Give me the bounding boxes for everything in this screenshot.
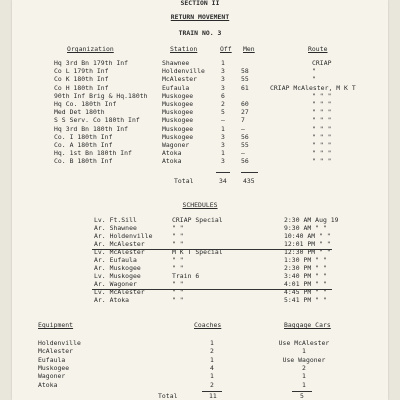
unit-organization: Co L 179th Inf xyxy=(54,67,109,76)
unit-organization: Co. B 180th Inf xyxy=(54,157,113,166)
unit-off: 3 xyxy=(221,141,225,149)
unit-station: Muskogee xyxy=(162,132,194,141)
unit-route: " xyxy=(312,67,316,76)
unit-route: CRIAP xyxy=(312,59,332,67)
unit-station: Holdenville xyxy=(162,67,205,76)
schedule-action: Lv. Muskogee xyxy=(94,272,141,280)
train-heading: TRAIN NO. 3 xyxy=(178,29,222,37)
schedule-note: M K T Special xyxy=(172,248,223,256)
unit-organization: Hq 3rd Bn 180th Inf xyxy=(54,124,129,133)
schedule-note: " " xyxy=(172,240,184,248)
schedule-note: Train 6 xyxy=(172,272,200,280)
schedule-action: Ar. Atoka xyxy=(94,296,130,304)
equipment-baggage: 1 xyxy=(302,347,306,356)
schedule-note: " " xyxy=(172,288,184,296)
schedule-time: 5:41 PM " " xyxy=(284,296,327,304)
equipment-coaches: 2 xyxy=(210,380,214,389)
unit-route: " " " xyxy=(312,124,332,133)
equipment-place: Holdenville xyxy=(38,339,81,347)
total-men: 435 xyxy=(243,177,255,185)
col-off: Off xyxy=(220,45,232,53)
equipment-coaches: 2 xyxy=(210,347,214,356)
unit-men: 56 xyxy=(241,132,249,141)
equipment-coaches: 4 xyxy=(210,363,214,372)
equipment-baggage: Use Wagoner xyxy=(282,355,326,364)
unit-route: " " " xyxy=(312,132,332,141)
equipment-coaches: 1 xyxy=(210,355,214,364)
equipment-place: Eufaula xyxy=(38,355,66,364)
schedule-time: 4:01 PM " " xyxy=(284,280,327,288)
unit-station: Shawnee xyxy=(162,59,190,67)
schedule-note: " " xyxy=(172,232,184,240)
unit-route: " xyxy=(312,75,316,84)
unit-route: " " " xyxy=(312,141,332,149)
unit-organization: Co H 180th Inf xyxy=(54,83,109,92)
equipment-baggage: 1 xyxy=(302,380,306,389)
unit-off: 5 xyxy=(221,108,225,117)
schedule-action: Ar. McAlester xyxy=(94,240,145,248)
unit-route: " " " xyxy=(312,108,332,117)
col-men: Men xyxy=(243,45,255,53)
equipment-total-baggage: 5 xyxy=(300,392,304,400)
equipment-baggage: 2 xyxy=(302,363,306,372)
unit-men: 58 xyxy=(241,67,249,76)
unit-off: 6 xyxy=(221,91,225,100)
schedule-note: " " xyxy=(172,224,184,232)
unit-off: 3 xyxy=(221,132,225,141)
unit-station: Atoka xyxy=(162,157,182,166)
schedule-time: 2:30 PM " " xyxy=(284,264,327,272)
schedule-time: 12:30 PM " " xyxy=(284,248,331,256)
schedule-time: 3:40 PM " " xyxy=(284,272,327,280)
section-heading: SECTION II xyxy=(180,0,220,7)
schedule-time: 9:30 AM " " xyxy=(284,224,327,232)
schedule-time: 12:01 PM " " xyxy=(284,240,331,248)
unit-organization: S S Serv. Co 180th Inf xyxy=(54,116,140,125)
unit-station: Wagoner xyxy=(162,141,190,149)
unit-off: – xyxy=(221,116,225,125)
equipment-place: Atoka xyxy=(38,380,58,389)
total-label: Total xyxy=(174,177,194,185)
movement-heading: RETURN MOVEMENT xyxy=(170,13,230,21)
coaches-heading: Coaches xyxy=(194,321,222,329)
schedule-action: Lv. Ft.Sill xyxy=(94,216,137,224)
unit-station: Muskogee xyxy=(162,116,194,125)
col-route: Route xyxy=(308,45,328,53)
schedule-note: CRIAP Special xyxy=(172,216,223,224)
equipment-coaches: 1 xyxy=(210,372,214,381)
men-total-rule xyxy=(241,172,258,173)
schedule-note: " " xyxy=(172,264,184,272)
schedule-action: Ar. Holdenville xyxy=(94,232,153,240)
unit-men: 60 xyxy=(241,100,249,108)
unit-route: " " " xyxy=(312,100,332,108)
unit-route: " " " xyxy=(312,116,332,125)
unit-route: " " " xyxy=(312,157,332,166)
equipment-baggage: Use McAlester xyxy=(278,339,330,347)
equipment-coaches: 1 xyxy=(210,339,214,347)
unit-off: 3 xyxy=(221,83,225,92)
unit-organization: Med Det 180th xyxy=(54,108,105,117)
unit-men: 27 xyxy=(241,108,249,117)
unit-station: Muskogee xyxy=(162,108,194,117)
unit-station: Muskogee xyxy=(162,91,194,100)
unit-men: 55 xyxy=(241,141,249,149)
schedule-action: Ar. Shawnee xyxy=(94,224,137,232)
document-page xyxy=(12,0,388,400)
unit-men: – xyxy=(241,124,245,133)
schedule-action: Ar. Wagoner xyxy=(94,280,137,288)
schedule-time: 2:30 AM Aug 19 xyxy=(284,216,339,224)
off-total-rule xyxy=(216,172,230,173)
unit-off: 2 xyxy=(221,100,225,108)
unit-men: 56 xyxy=(241,157,249,166)
unit-organization: Hq. 1st Bn 180th Inf xyxy=(54,149,132,158)
unit-off: 1 xyxy=(221,149,225,158)
schedule-action: Ar. Muskogee xyxy=(94,264,141,272)
unit-men: 55 xyxy=(241,75,249,84)
schedules-heading: SCHEDULES xyxy=(182,201,218,209)
unit-station: Muskogee xyxy=(162,124,194,133)
schedule-action: Ar. Eufaula xyxy=(94,256,137,264)
equipment-total-label: Total xyxy=(158,392,178,400)
col-station: Station xyxy=(170,45,198,53)
equipment-place: McAlester xyxy=(38,347,74,356)
unit-station: Eufaula xyxy=(162,83,190,92)
unit-off: 1 xyxy=(221,124,225,133)
equipment-place: Wagoner xyxy=(38,372,66,381)
unit-organization: Hq Co. 180th Inf xyxy=(54,100,117,108)
unit-organization: Co K 180th Inf xyxy=(54,75,109,84)
equipment-heading: Equipment xyxy=(38,321,74,329)
schedule-time: 10:40 AM " " xyxy=(284,232,331,240)
unit-men: 7 xyxy=(241,116,245,125)
unit-route: " " " xyxy=(312,149,332,158)
total-off: 34 xyxy=(219,177,227,185)
unit-organization: Hq 3rd Bn 179th Inf xyxy=(54,59,129,67)
unit-off: 3 xyxy=(221,67,225,76)
unit-station: McAlester xyxy=(162,75,198,84)
schedule-time: 1:30 PM " " xyxy=(284,256,327,264)
unit-organization: Co. I 180th Inf xyxy=(54,132,113,141)
schedule-note: " " xyxy=(172,256,184,264)
col-organization: Organization xyxy=(67,45,114,53)
unit-organization: Co. A 180th Inf xyxy=(54,141,113,149)
equipment-place: Muskogee xyxy=(38,363,70,372)
unit-station: Muskogee xyxy=(162,100,194,108)
equipment-baggage: 1 xyxy=(302,372,306,381)
baggage-heading: Baggage Cars xyxy=(284,321,331,329)
schedule-note: " " xyxy=(172,296,184,304)
schedule-action: Lv. McAlester xyxy=(94,248,145,256)
unit-route: CRIAP McAlester, M K T xyxy=(270,83,356,92)
unit-men: 61 xyxy=(241,83,249,92)
equipment-total-coaches: 11 xyxy=(209,392,217,400)
unit-station: Atoka xyxy=(162,149,182,158)
schedule-time: 4:45 PM " " xyxy=(284,288,327,296)
unit-off: 1 xyxy=(221,59,225,67)
schedule-divider-1 xyxy=(92,249,332,250)
schedule-action: Lv. McAlester xyxy=(94,288,145,296)
unit-men: – xyxy=(241,149,245,158)
unit-route: " " " xyxy=(312,91,332,100)
schedule-note: " " xyxy=(172,280,184,288)
unit-organization: 90th Inf Brig & Hq.180th xyxy=(54,91,148,100)
unit-off: 3 xyxy=(221,157,225,166)
unit-off: 3 xyxy=(221,75,225,84)
schedule-divider-2 xyxy=(92,289,332,290)
